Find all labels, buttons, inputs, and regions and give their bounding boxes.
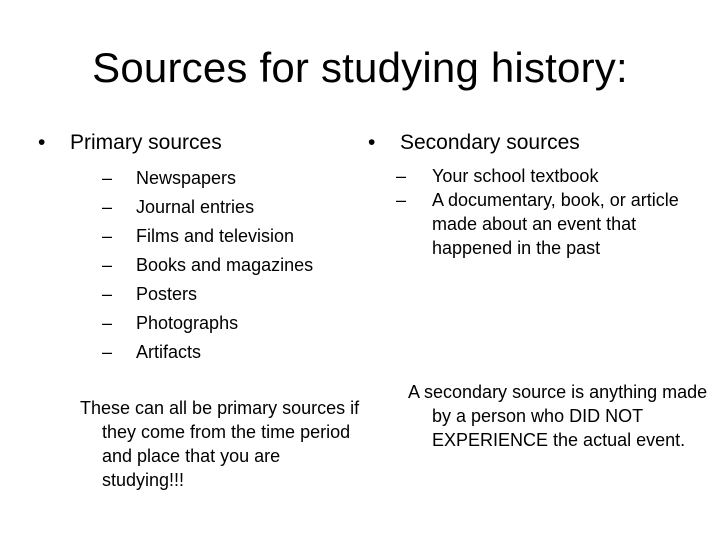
primary-sources-heading <box>38 128 338 158</box>
list-item: – Posters <box>102 280 338 309</box>
dash-icon: – <box>102 197 113 217</box>
list-item: – Artifacts <box>102 338 338 367</box>
primary-sources-heading-text: Primary sources <box>70 131 222 154</box>
bullet-icon: • <box>38 131 46 154</box>
dash-icon: – <box>102 313 113 333</box>
list-item: – Films and television <box>102 222 338 251</box>
primary-sources-list <box>102 164 338 367</box>
dash-icon: – <box>102 342 113 362</box>
list-item: – Newspapers <box>102 164 338 193</box>
secondary-sources-note: A secondary source is anything made by a person who DID NOT EXPERIENCE the actual event. <box>408 382 708 450</box>
secondary-sources-column <box>368 128 688 260</box>
list-item: – A documentary, book, or article made about an event that happened in the past <box>396 190 679 258</box>
slide-title: Sources for studying history: <box>92 44 628 91</box>
list-item: – Your school textbook <box>396 166 599 186</box>
dash-icon: – <box>102 284 113 304</box>
dash-icon: – <box>396 190 407 210</box>
dash-icon: – <box>102 168 113 188</box>
secondary-sources-heading-text: Secondary sources <box>400 131 580 154</box>
list-item: – Photographs <box>102 309 338 338</box>
dash-icon: – <box>396 166 407 186</box>
dash-icon: – <box>102 255 113 275</box>
dash-icon: – <box>102 226 113 246</box>
list-item: – Books and magazines <box>102 251 338 280</box>
primary-sources-column <box>38 128 338 367</box>
list-item: – Journal entries <box>102 193 338 222</box>
bullet-icon: • <box>368 131 376 154</box>
secondary-sources-heading <box>368 128 688 158</box>
primary-sources-note: These can all be primary sources if they come from the time period and place that you are studying!!! <box>80 398 360 490</box>
secondary-sources-list <box>396 164 688 260</box>
